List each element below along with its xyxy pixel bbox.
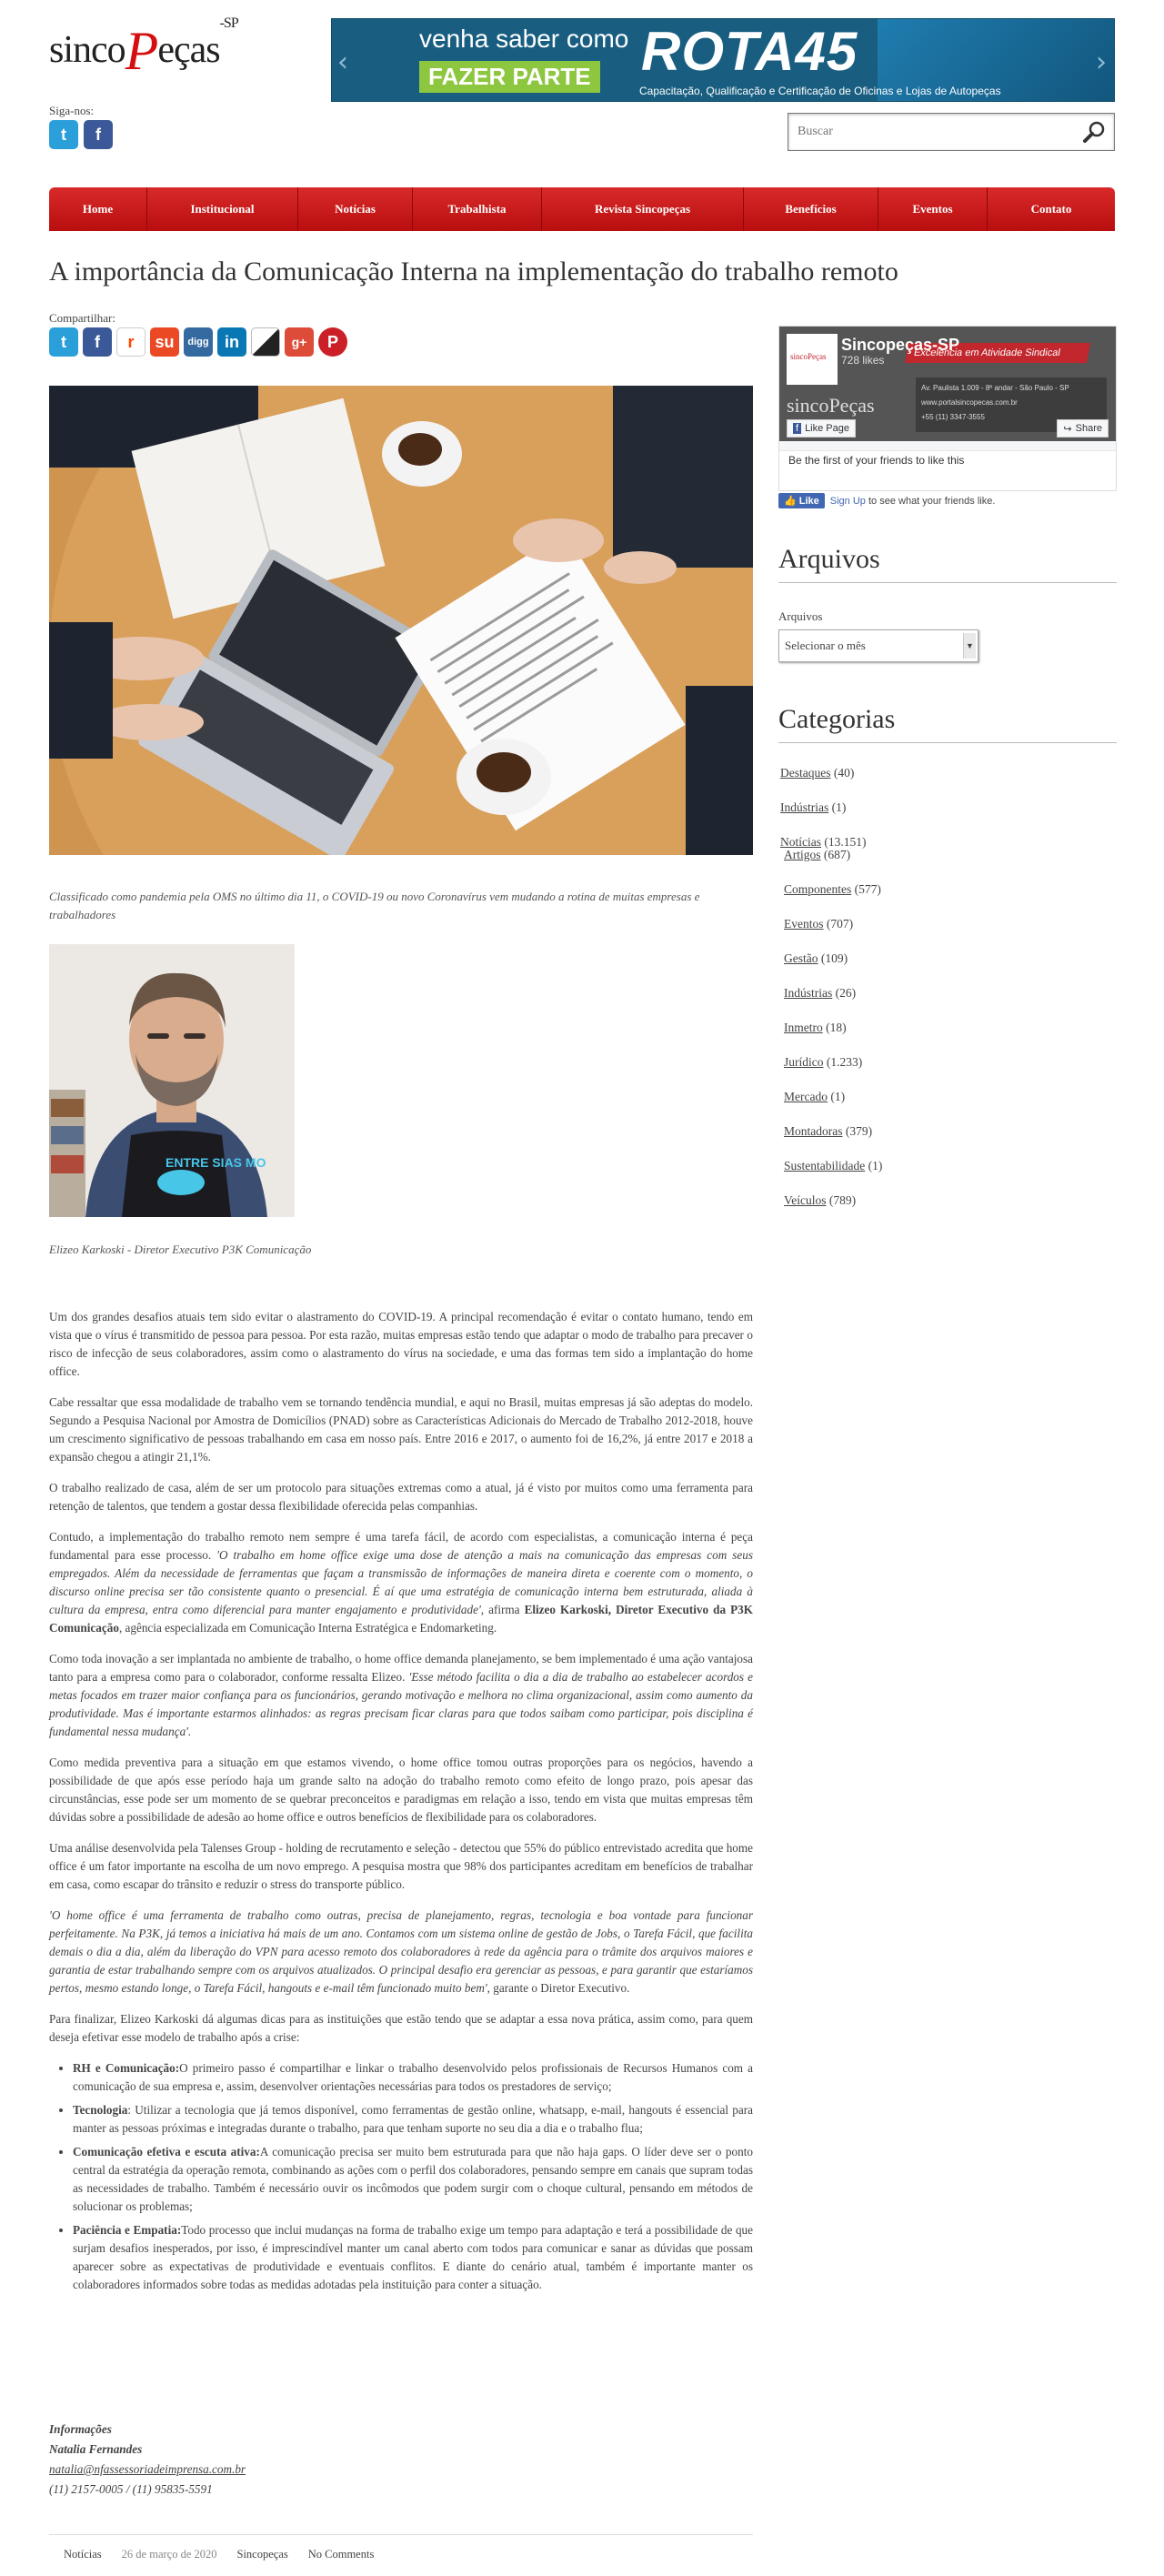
subcategory-count: (379) (845, 1124, 873, 1138)
text: Como toda inovação a ser implantada no ambiente de trabalho, o home office demanda planejamento, se bem implementado é uma ação vantajosa tanto para a empresa como para o colaborador, conforme ressalta Elizeo. (49, 1652, 753, 1684)
subcategory-item (784, 984, 882, 1002)
list-item (73, 2059, 753, 2096)
meeting-illustration (49, 386, 753, 855)
post-meta (49, 2534, 753, 2561)
meta-category-link[interactable]: Notícias (64, 2548, 102, 2561)
subcategory-link[interactable]: Componentes (784, 882, 852, 896)
paragraph: Para finalizar, Elizeo Karkoski dá algumas dicas para as instituições que estão tendo que se adaptar a essa nova prática, assim como, para quem deseja efetivar esse modelo de trabalho após a crise: (49, 2012, 753, 2044)
tip-text: O primeiro passo é compartilhar e linkar o trabalho desenvolvido pelos profissionais de Recursos Humanos com a comunicação de sua empresa e, assim, desenvolver orientações necessárias para todos os prestadores de serviço; (73, 2061, 753, 2093)
delicious-icon[interactable] (251, 327, 280, 357)
fb-signup-text: to see what your friends like. (868, 495, 996, 507)
facebook-icon: f (793, 423, 801, 434)
article-title: A importância da Comunicação Interna na implementação do trabalho remoto (49, 257, 898, 287)
banner-tagline: Capacitação, Qualificação e Certificação de Oficinas e Lojas de Autopeças (639, 85, 1001, 97)
googleplus-icon[interactable]: g+ (285, 327, 314, 357)
category-link[interactable]: Notícias (780, 835, 821, 849)
meta-author-link[interactable]: Sincopeças (236, 2548, 288, 2561)
list-item (73, 2101, 753, 2138)
text: , agência especializada em Comunicação Interna Estratégica e Endomarketing. (118, 1621, 497, 1635)
fb-signup-link[interactable]: Sign Up (829, 495, 866, 507)
tip-text: : Utilizar a tecnologia que já temos disponível, como ferramentas de gestão online, whatsapp, e-mail, hangouts é essencial para manter as pessoas próximas e integradas durante o trabalho, para que tenham suporte no seu dia a dia e o trabalho flua; (73, 2103, 753, 2135)
fb-like-label: Like (798, 496, 819, 507)
list-item (73, 2143, 753, 2216)
portrait-shirt-text: ENTRE SIAS MO (166, 1155, 266, 1170)
paragraph: Cabe ressaltar que essa modalidade de trabalho vem se tornando tendência mundial, e aqui no Brasil, muitas empresas já são adeptas do modelo. Segundo a Pesquisa Nacional por Amostra de Domicílios (PNAD) sobre as Características Adicionais do Mercado de Trabalho 2012-2018, houve um crescimento significativo de pessoas trabalhando em casa em nosso país. Entre 2016 e 2017, o aumento foi de 16,2%, já entre 2017 e 2018 a expansão chegou a atingir 21,1%. (49, 1395, 753, 1464)
share-icon: ↪ (1063, 423, 1072, 435)
fb-cover-logo: sincoPeças (787, 394, 875, 417)
nav-institucional[interactable]: Institucional (147, 187, 298, 231)
subcategory-item (784, 1157, 882, 1175)
contact-info (49, 2420, 246, 2500)
fb-like-page-button[interactable] (787, 419, 856, 438)
nav-home[interactable]: Home (49, 187, 147, 231)
category-count: (13.151) (824, 835, 867, 849)
subcategory-link[interactable]: Eventos (784, 917, 824, 931)
follow-icons (49, 120, 113, 149)
archives-heading: Arquivos (778, 544, 1117, 583)
search-icon[interactable] (1081, 119, 1107, 145)
tip-text: A comunicação precisa ser muito bem estruturada para que não haja gaps. O líder deve ser o ponto central da estratégia da operação remota, combinando as ações com o perfil dos colaboradores, pensando sempre em canais que supram todas as necessidades de trabalho. Também é necessário ouvir os incômodos que podem surgir com o choque cultural, pensando em métodos de solucionar os problemas; (73, 2145, 753, 2213)
tip-label: RH e Comunicação: (73, 2061, 180, 2075)
article-photo-meeting (49, 386, 753, 855)
paragraph: Um dos grandes desafios atuais tem sido evitar o alastramento do COVID-19. A principal recomendação é evitar o contato humano, tendo em vista que o vírus é transmitido de pessoa para pessoa. Por esta razão, muitas empresas estão tendo que adaptar o modo de trabalho para precaver o risco de infecção de seus colaboradores, assim como o alastramento do vírus na sociedade, e uma das formas tem sido a implantação do home office. (49, 1310, 753, 1378)
twitter-icon[interactable]: t (49, 120, 78, 149)
text: , afirma (480, 1603, 525, 1616)
subcategory-count: (687) (823, 848, 851, 861)
fb-share-label: Share (1075, 423, 1102, 434)
subcategory-link[interactable]: Veículos (784, 1193, 827, 1207)
search-box (788, 113, 1115, 151)
twitter-icon[interactable]: t (49, 327, 78, 357)
subcategory-link[interactable]: Gestão (784, 951, 818, 965)
rota45-banner[interactable] (331, 18, 1115, 102)
fb-cover[interactable] (779, 327, 1116, 441)
subcategory-link[interactable]: Indústrias (784, 986, 833, 1000)
banner-line2: FAZER PARTE (419, 61, 600, 93)
fb-like-page-label: Like Page (805, 423, 849, 434)
category-link[interactable]: Destaques (780, 766, 831, 780)
banner-brand: ROTA45 (641, 21, 858, 82)
logo-main-text: sinco (49, 29, 125, 71)
fb-thumb-logo: sincoPeças (790, 352, 827, 361)
quote: 'O trabalho em home office exige uma dose de atenção a mais na comunicação das empresas com seus empregados. Além da necessidade de ferramentas que façam a transmissão de informações de maneira direta e coerente com o momento, o discurso online precisa ser tão consistente quanto o presencial. É aí que uma estratégia de comunicação interna bem estruturada, aliada à cultura da empresa, entra como diferencial para manter engajamento e produtividade' (49, 1548, 754, 1616)
subcategory-count: (18) (826, 1021, 847, 1034)
subcategory-count: (789) (828, 1193, 857, 1207)
fb-address: Av. Paulista 1.009 - 8º andar - São Paulo - SP (921, 384, 1069, 392)
banner-next-arrow-icon[interactable]: › (1096, 46, 1107, 78)
subcategory-count: (109) (820, 951, 848, 965)
portrait-caption: Elizeo Karkoski - Diretor Executivo P3K Comunicação (49, 1243, 312, 1256)
subcategory-count: (1.233) (826, 1055, 863, 1069)
follow-label: Siga-nos: (49, 104, 95, 117)
meta-date: 26 de março de 2020 (121, 2548, 217, 2561)
fb-cover-bar: Excelência em Atividade Sindical (905, 343, 1090, 363)
chevron-down-icon[interactable]: ▼ (963, 633, 976, 659)
share-icons (49, 327, 347, 357)
article-photo-portrait (49, 944, 295, 1217)
text: , garante o Diretor Executivo. (487, 1981, 630, 1995)
nav-trabalhista[interactable]: Trabalhista (413, 187, 542, 231)
fb-likes-count: 728 likes (841, 354, 885, 367)
portrait-illustration (49, 944, 295, 1217)
subcategory-item (784, 880, 882, 899)
fb-phone: +55 (11) 3347-3555 (921, 413, 985, 421)
subcategory-item (784, 1019, 882, 1037)
facebook-icon[interactable]: f (83, 327, 112, 357)
info-name: Natalia Fernandes (49, 2442, 143, 2456)
paragraph (49, 1528, 753, 1637)
text: Contudo, a implementação do trabalho remoto nem sempre é uma tarefa fácil, de acordo com especialistas, a comunicação interna é peça fundamental para esse processo. (49, 1530, 753, 1562)
fb-like-button[interactable] (778, 493, 825, 508)
main-nav (49, 187, 1115, 231)
share-label: Compartilhar: (49, 311, 115, 325)
photo-caption: Classificado como pandemia pela OMS no último dia 11, o COVID-19 ou novo Coronavírus vem mudando a rotina de muitas empresas e trabalhadores (49, 890, 700, 921)
subcategory-link[interactable]: Jurídico (784, 1055, 824, 1069)
subcategory-item (784, 1053, 882, 1072)
category-item (780, 764, 882, 782)
subcategory-item (784, 915, 882, 933)
subcategory-count: (26) (835, 986, 857, 1000)
nav-revista[interactable]: Revista Sincopeças (542, 187, 744, 231)
fb-share-button[interactable] (1057, 419, 1109, 438)
fb-site: www.portalsincopecas.com.br (921, 398, 1018, 407)
fb-page-thumbnail[interactable] (787, 334, 838, 385)
categories-list (780, 764, 882, 1226)
fb-first-friends: Be the first of your friends to like this (788, 454, 965, 467)
subcategory-item (784, 846, 882, 864)
paragraph: Como medida preventiva para a situação em que estamos vivendo, o home office tomou outras proporções para os negócios, havendo a possibilidade de que após esse período haja um grande salto na adoção do trabalho remoto como efeito de longo prazo, pois apesar das circunstâncias, esse pode ser um momento de se quebrar preconceitos e paradigmas em relação a isso, tendo em vista que muitas empresas têm dúvidas sobre a possibilidade de adesão ao home office e outros benefícios de flexibilidade para os colaboradores. (49, 1756, 753, 1824)
paragraph (49, 1907, 753, 1997)
subcategory-link[interactable]: Inmetro (784, 1021, 823, 1034)
stumbleupon-icon[interactable]: su (150, 327, 179, 357)
subcategory-item (784, 950, 882, 968)
subcategory-count: (1) (830, 1090, 846, 1103)
category-count: (40) (833, 766, 855, 780)
logo-p-letter: P (125, 21, 158, 81)
tips-list (73, 2059, 753, 2294)
subcategory-count: (1) (868, 1159, 883, 1172)
category-link[interactable]: Indústrias (780, 800, 829, 814)
info-email-link[interactable]: natalia@nfassessoriadeimprensa.com.br (49, 2462, 246, 2476)
nav-noticias[interactable]: Notícias (298, 187, 413, 231)
pinterest-icon[interactable]: P (318, 327, 347, 357)
subcategory-link[interactable]: Sustentabilidade (784, 1159, 866, 1172)
tip-label: Comunicação efetiva e escuta ativa: (73, 2145, 260, 2158)
quote: 'Esse método facilita o dia a dia de trabalho ao estabelecer acordos e metas focados em trazer maior confiança para os funcionários, gerando motivação e melhora no clima organizacional, assim como aumento da produtividade. Mas é importante estarmos alinhados: as regras precisam ficar claras para que todos saibam como participar, pois disciplina é fundamental nessa mudança'. (49, 1670, 754, 1738)
tip-label: Tecnologia (73, 2103, 128, 2117)
subcategory-item (784, 1122, 882, 1141)
banner-prev-arrow-icon[interactable]: ‹ (337, 46, 348, 78)
nav-contato[interactable]: Contato (1030, 202, 1072, 216)
meta-comments-link[interactable]: No Comments (307, 2548, 375, 2561)
archives-select[interactable] (778, 629, 978, 662)
archives-label: Arquivos (778, 609, 823, 623)
subcategory-count: (707) (826, 917, 854, 931)
facebook-icon[interactable]: f (84, 120, 113, 149)
logo-rest-text: eças (157, 29, 220, 71)
linkedin-icon[interactable]: in (217, 327, 246, 357)
subcategory-link[interactable]: Artigos (784, 848, 821, 861)
reddit-icon[interactable]: r (116, 327, 146, 357)
paragraph: Uma análise desenvolvida pela Talenses Group - holding de recrutamento e seleção - detectou que 55% do público entrevistado acredita que home office é um fator importante na escolha de um novo emprego. A pesquisa mostra que 98% dos participantes acreditam em benefícios de trabalhar em casa, como escapar do trânsito e reduzir o stress do transporte público. (49, 1841, 753, 1891)
subcategory-item (784, 1088, 882, 1106)
subcategory-link[interactable]: Montadoras (784, 1124, 843, 1138)
fb-page-name[interactable]: Sincopeças-SP (841, 336, 960, 354)
fb-like-line (778, 493, 995, 508)
site-logo[interactable] (49, 15, 313, 81)
nav-eventos[interactable]: Eventos (878, 187, 988, 231)
info-phone: (11) 2157-0005 / (11) 95835-5591 (49, 2482, 213, 2496)
category-count: (1) (831, 800, 847, 814)
categories-heading: Categorias (778, 704, 1117, 743)
category-item (780, 799, 882, 817)
tip-text: Todo processo que inclui mudanças na forma de trabalho exige um tempo para adaptação e terá a possibilidade de que surjam desafios inesperados, por isso, é imprescindível manter um canal aberto com todos para comunicar e sanar as dúvidas que possam aparecer sobre as expectativas de produtividade e eventuais conflitos. E diante do cenário atual, também é importante manter os colaboradores informados sobre todas as medidas adotadas pela instituição para conter a situação. (73, 2223, 753, 2291)
facebook-page-widget (778, 326, 1117, 491)
paragraph (49, 1650, 753, 1741)
search-input[interactable] (788, 114, 1061, 150)
thumb-up-icon: 👍 (784, 496, 799, 507)
bold-text: Elizeo Karkoski, Diretor Executivo da P3K Comunicação (49, 1603, 754, 1635)
tip-label: Paciência e Empatia: (73, 2223, 182, 2237)
archives-select-value: Selecionar o mês (785, 639, 866, 652)
paragraph: O trabalho realizado de casa, além de ser um protocolo para situações extremas como a atual, já é visto por muitos como uma ferramenta para retenção de talentos, que tendem a gostar dessa flexibilidade oferecida pelas companhias. (49, 1481, 753, 1513)
logo-sp: -SP (219, 15, 238, 31)
banner-line1: venha saber como (419, 25, 629, 53)
article-body (49, 1308, 753, 2307)
nav-beneficios[interactable]: Benefícios (744, 187, 878, 231)
subcategory-link[interactable]: Mercado (784, 1090, 828, 1103)
list-item (73, 2221, 753, 2294)
quote: 'O home office é uma ferramenta de trabalho como outras, precisa de planejamento, regras, tecnologia e boa vontade para funcionar perfeitamente. Na P3K, já temos a iniciativa há mais de um ano. Contamos com um sistema online de gestão de Jobs, o Tarefa Fácil, que facilita demais o dia a dia, além da liberação do VPN para acesso remoto dos colaboradores à rede da agência para o trâmite dos arquivos maiores e garantia de estar trabalhando sempre com os arquivos atualizados. O principal desafio era gerenciar as pessoas, e para garantir que estaríamos pertos, mesmo estando longe, o Tarefa Fácil, hangouts e e-mail têm funcionado muito bem' (49, 1908, 753, 1995)
subcategory-item (784, 1192, 882, 1210)
subcategory-count: (577) (854, 882, 881, 896)
info-label: Informações (49, 2422, 112, 2436)
digg-icon[interactable]: digg (184, 327, 213, 357)
